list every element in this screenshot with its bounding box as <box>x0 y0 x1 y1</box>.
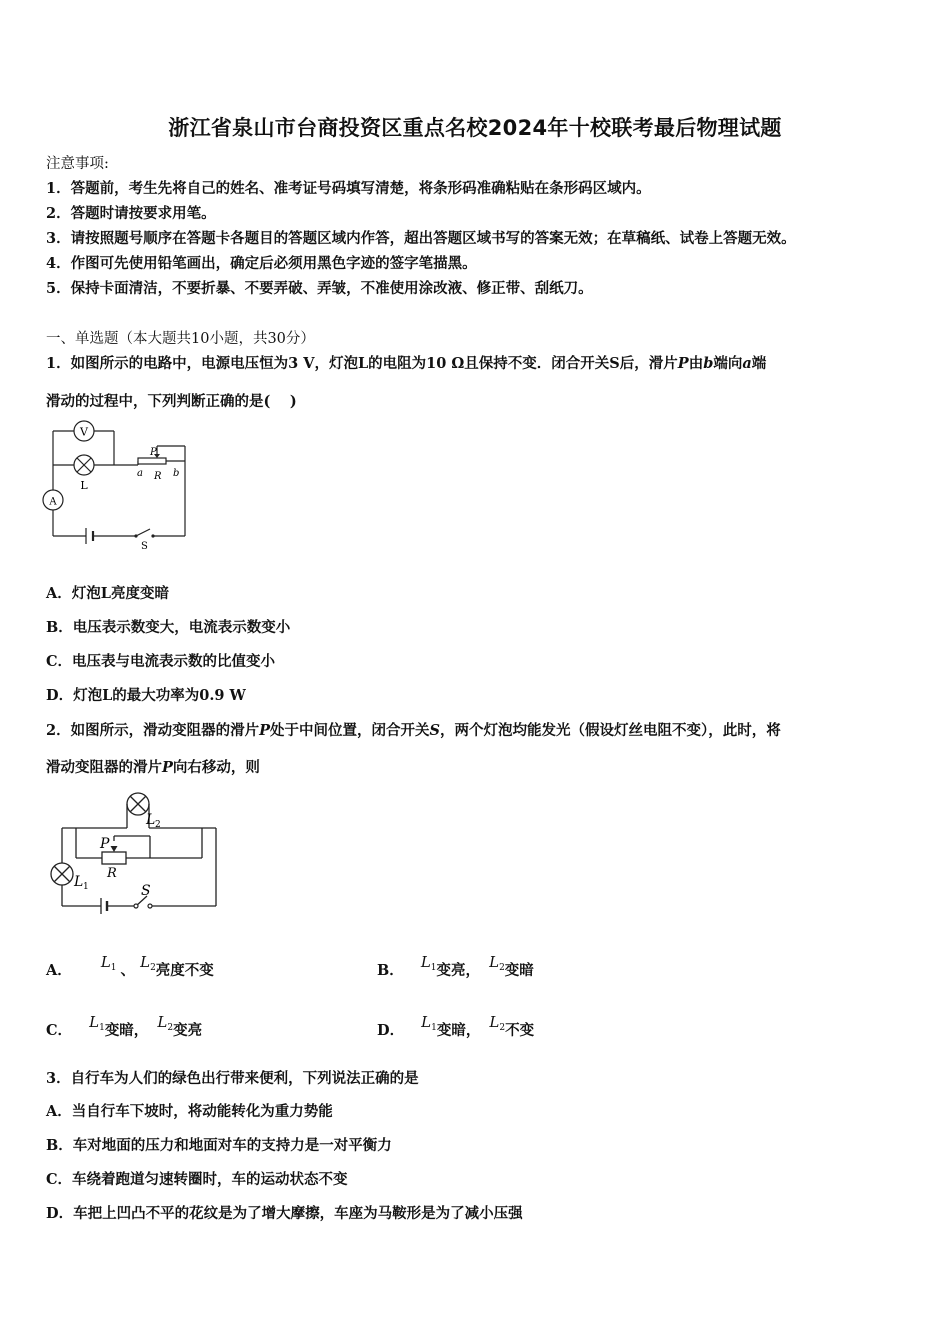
option-text: 、 <box>120 962 136 979</box>
label-a-end: a <box>137 468 143 479</box>
section-heading: 一、单选题（本大题共10小题，共30分） <box>46 331 315 347</box>
symbol-l1 <box>101 953 117 971</box>
option-d <box>377 1013 535 1041</box>
option-c: C．车绕着跑道匀速转圈时，车的运动状态不变 <box>46 1171 348 1188</box>
option-text: 变亮， <box>436 962 481 979</box>
label-p: P <box>150 447 157 458</box>
symbol-letter: L <box>489 953 500 971</box>
lamp-l2-symbol <box>127 793 161 830</box>
option-text: 变暗 <box>504 962 534 979</box>
symbol-subscript: 2 <box>150 963 156 973</box>
symbol-l2 <box>489 1013 505 1031</box>
notice-item: 2．答题时请按要求用笔。 <box>46 205 216 222</box>
option-d: D．灯泡L的最大功率为0.9 W <box>46 687 246 704</box>
stem-text: 2．如图所示，滑动变阻器的滑片 <box>46 722 260 739</box>
stem-text: 端 <box>751 355 767 372</box>
option-prefix: C． <box>46 1022 73 1039</box>
option-d: D．车把上凹凸不平的花纹是为了增大摩擦，车座为马鞍形是为了减小压强 <box>46 1205 523 1222</box>
label-b-end: b <box>173 468 180 479</box>
symbol-letter: L <box>157 1013 168 1031</box>
stem-text: 1．如图所示的电路中，电源电压恒为3 V，灯泡L的电阻为10 Ω且保持不变．闭合开关S后，滑片 <box>46 355 678 372</box>
option-c: C．电压表与电流表示数的比值变小 <box>46 653 276 670</box>
var-p: P <box>259 722 270 739</box>
option-b: B．电压表示数变大，电流表示数变小 <box>46 619 291 636</box>
lamp-symbol <box>74 455 94 492</box>
notice-item: 1．答题前，考生先将自己的姓名、准考证号码填写清楚，将条形码准确粘贴在条形码区域内。 <box>46 180 651 197</box>
symbol-l2 <box>489 953 505 971</box>
battery-symbol <box>101 898 107 914</box>
ammeter-symbol <box>43 490 63 510</box>
label-l2: L <box>146 812 156 828</box>
battery-symbol <box>86 528 93 544</box>
switch-symbol <box>134 534 154 552</box>
label-l1: L <box>74 874 84 890</box>
label-l2-sub: 2 <box>155 820 161 830</box>
symbol-letter: L <box>420 953 431 971</box>
option-text: 变暗， <box>436 1022 481 1039</box>
rheostat-symbol <box>137 447 179 482</box>
option-text: 变暗， <box>104 1022 149 1039</box>
stem-text: 端向 <box>713 355 743 372</box>
var-a: a <box>742 355 752 372</box>
voltmeter-symbol <box>74 421 94 441</box>
stem-text: 向右移动，则 <box>172 759 260 776</box>
question-1-stem-line1 <box>46 352 766 373</box>
option-a <box>46 953 214 981</box>
lamp-l1-symbol <box>51 863 89 892</box>
circuit-diagram-2 <box>40 786 225 916</box>
var-p: P <box>162 759 173 776</box>
option-a: A．灯泡L亮度变暗 <box>46 585 169 602</box>
symbol-l1 <box>421 953 437 971</box>
option-prefix: B． <box>377 962 404 979</box>
option-a: A．当自行车下坡时，将动能转化为重力势能 <box>46 1103 333 1120</box>
notice-item: 3．请按照题号顺序在答题卡各题目的答题区域内作答，超出答题区域书写的答案无效；在草稿纸、试卷上答题无效。 <box>46 230 796 247</box>
symbol-letter: L <box>140 953 151 971</box>
option-text: 变亮 <box>173 1022 203 1039</box>
label-a: A <box>49 496 57 508</box>
symbol-l2 <box>157 1013 173 1031</box>
notice-item: 5．保持卡面清洁，不要折暴、不要弄破、弄皱，不准使用涂改液、修正带、刮纸刀。 <box>46 280 593 297</box>
label-s: S <box>141 883 151 899</box>
option-text: 亮度不变 <box>155 962 214 979</box>
label-p: P <box>100 836 110 852</box>
option-b: B．车对地面的压力和地面对车的支持力是一对平衡力 <box>46 1137 392 1154</box>
notice-item: 4．作图可先使用铅笔画出，确定后必须用黑色字迹的签字笔描黑。 <box>46 255 477 272</box>
var-s: S <box>429 722 440 739</box>
symbol-l1 <box>421 1013 437 1031</box>
symbol-subscript: 1 <box>430 963 437 973</box>
symbol-subscript: 2 <box>499 1023 506 1033</box>
var-b: b <box>703 355 714 372</box>
symbol-letter: L <box>89 1013 100 1031</box>
rheostat-symbol <box>99 836 126 881</box>
option-text: 不变 <box>505 1022 535 1039</box>
switch-symbol <box>134 883 152 908</box>
symbol-letter: L <box>421 1013 432 1031</box>
label-r: R <box>154 471 162 482</box>
question-1-stem-line2: 滑动的过程中，下列判断正确的是( ) <box>46 393 297 410</box>
option-prefix: D． <box>377 1022 405 1039</box>
symbol-subscript: 1 <box>99 1023 105 1033</box>
notice-heading: 注意事项: <box>46 156 109 172</box>
stem-text: 处于中间位置，闭合开关 <box>270 722 430 739</box>
stem-text: 由 <box>688 355 704 372</box>
question-3-stem: 3．自行车为人们的绿色出行带来便利，下列说法正确的是 <box>46 1070 419 1087</box>
label-l: L <box>80 479 88 492</box>
option-c <box>46 1013 203 1041</box>
symbol-letter: L <box>100 953 111 971</box>
stem-text: 滑动变阻器的滑片 <box>46 759 162 776</box>
label-v: V <box>80 425 88 439</box>
symbol-subscript: 1 <box>110 963 117 973</box>
label-l1-sub: 1 <box>83 882 89 892</box>
symbol-subscript: 2 <box>167 1023 174 1033</box>
symbol-subscript: 1 <box>431 1023 437 1033</box>
symbol-subscript: 2 <box>499 963 505 973</box>
symbol-letter: L <box>489 1013 500 1031</box>
question-2-stem-line2 <box>46 756 260 777</box>
circuit-diagram-1 <box>40 418 200 553</box>
option-prefix: A． <box>46 962 72 979</box>
symbol-l1 <box>89 1013 105 1031</box>
symbol-l2 <box>140 953 156 971</box>
question-2-stem-line1 <box>46 719 781 740</box>
label-r: R <box>107 866 117 881</box>
label-s: S <box>141 541 148 552</box>
page-title: 浙江省泉山市台商投资区重点名校2024年十校联考最后物理试题 <box>168 116 782 140</box>
stem-text: ，两个灯泡均能发光（假设灯丝电阻不变），此时，将 <box>439 722 781 739</box>
option-b <box>377 953 534 981</box>
var-p: P <box>677 355 689 372</box>
